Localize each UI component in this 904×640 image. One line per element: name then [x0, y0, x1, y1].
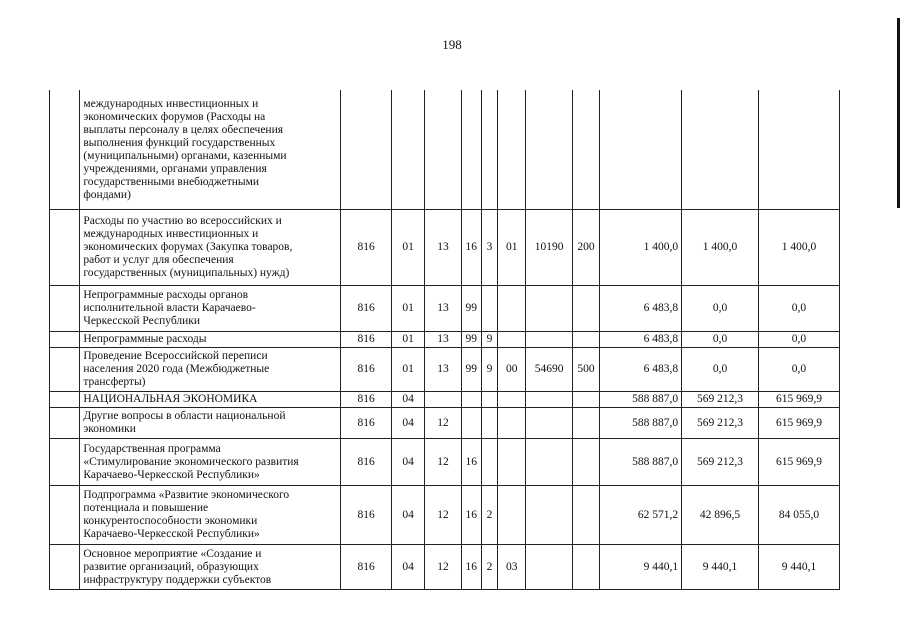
- amount-year2-cell: 1 400,0: [682, 210, 759, 286]
- amount-year1-cell: 9 440,1: [600, 545, 682, 590]
- expense-name-cell: Расходы по участию во всероссийских и международных инвестиционных и экономических форумах (Закупка товаров, работ и услуг для обеспечения государственных (муниципальных) нужд): [80, 210, 341, 286]
- ministry-code-cell: 816: [341, 348, 392, 392]
- program-code-cell: [461, 90, 481, 210]
- program-code-cell: 16: [461, 439, 481, 486]
- section-code-cell: [391, 90, 424, 210]
- subprogram-code-cell: 2: [481, 486, 497, 545]
- program-code-cell: 99: [461, 348, 481, 392]
- subsection-code-cell: 13: [425, 210, 461, 286]
- ministry-code-cell: 816: [341, 210, 392, 286]
- table-row: [50, 486, 840, 545]
- amount-year3-cell: 84 055,0: [758, 486, 839, 545]
- amount-year2-cell: 9 440,1: [682, 545, 759, 590]
- activity-code-cell: 03: [498, 545, 526, 590]
- section-code-cell: 04: [391, 408, 424, 439]
- expense-name-cell: Проведение Всероссийской переписи населения 2020 года (Межбюджетные трансферты): [80, 348, 341, 392]
- row-number-cell: [50, 486, 80, 545]
- program-code-cell: 16: [461, 210, 481, 286]
- expense-type-code-cell: [572, 286, 599, 332]
- program-code-cell: 16: [461, 486, 481, 545]
- amount-year3-cell: 0,0: [758, 332, 839, 348]
- budget-table: [49, 90, 840, 590]
- amount-year2-cell: [682, 90, 759, 210]
- direction-code-cell: [526, 392, 573, 408]
- subprogram-code-cell: [481, 439, 497, 486]
- amount-year1-cell: 588 887,0: [600, 439, 682, 486]
- activity-code-cell: [498, 439, 526, 486]
- expense-type-code-cell: [572, 439, 599, 486]
- program-code-cell: 16: [461, 545, 481, 590]
- direction-code-cell: [526, 545, 573, 590]
- ministry-code-cell: [341, 90, 392, 210]
- row-number-cell: [50, 439, 80, 486]
- amount-year1-cell: 1 400,0: [600, 210, 682, 286]
- amount-year1-cell: 588 887,0: [600, 408, 682, 439]
- ministry-code-cell: 816: [341, 332, 392, 348]
- amount-year2-cell: 42 896,5: [682, 486, 759, 545]
- direction-code-cell: 10190: [526, 210, 573, 286]
- subsection-code-cell: 13: [425, 286, 461, 332]
- ministry-code-cell: 816: [341, 486, 392, 545]
- amount-year3-cell: 0,0: [758, 286, 839, 332]
- table-row: [50, 210, 840, 286]
- subprogram-code-cell: 2: [481, 545, 497, 590]
- amount-year1-cell: [600, 90, 682, 210]
- expense-type-code-cell: [572, 545, 599, 590]
- section-code-cell: 04: [391, 545, 424, 590]
- expense-type-code-cell: [572, 408, 599, 439]
- section-code-cell: 04: [391, 439, 424, 486]
- subprogram-code-cell: [481, 90, 497, 210]
- ministry-code-cell: 816: [341, 545, 392, 590]
- amount-year1-cell: 6 483,8: [600, 348, 682, 392]
- expense-name-cell: Другие вопросы в области национальной экономики: [80, 408, 341, 439]
- section-code-cell: 01: [391, 348, 424, 392]
- expense-type-code-cell: 200: [572, 210, 599, 286]
- section-code-cell: 04: [391, 486, 424, 545]
- ministry-code-cell: 816: [341, 439, 392, 486]
- table-row: [50, 90, 840, 210]
- program-code-cell: 99: [461, 332, 481, 348]
- amount-year1-cell: 6 483,8: [600, 332, 682, 348]
- table-row: [50, 286, 840, 332]
- amount-year2-cell: 0,0: [682, 348, 759, 392]
- row-number-cell: [50, 392, 80, 408]
- direction-code-cell: [526, 90, 573, 210]
- amount-year3-cell: 9 440,1: [758, 545, 839, 590]
- activity-code-cell: [498, 286, 526, 332]
- program-code-cell: [461, 392, 481, 408]
- expense-name-cell: Непрограммные расходы органов исполнительной власти Карачаево- Черкесской Республики: [80, 286, 341, 332]
- activity-code-cell: [498, 332, 526, 348]
- direction-code-cell: [526, 332, 573, 348]
- subsection-code-cell: 12: [425, 486, 461, 545]
- amount-year2-cell: 569 212,3: [682, 408, 759, 439]
- direction-code-cell: [526, 286, 573, 332]
- subsection-code-cell: 13: [425, 348, 461, 392]
- row-number-cell: [50, 90, 80, 210]
- amount-year1-cell: 62 571,2: [600, 486, 682, 545]
- amount-year2-cell: 569 212,3: [682, 392, 759, 408]
- amount-year3-cell: 615 969,9: [758, 392, 839, 408]
- activity-code-cell: [498, 486, 526, 545]
- activity-code-cell: 01: [498, 210, 526, 286]
- expense-name-cell: международных инвестиционных и экономических форумов (Расходы на выплаты персоналу в целях обеспечения выполнения функций государственных (муниципальными) органами, казенными учреждениями, органами управления государственными внебюджетными фондами): [80, 90, 341, 210]
- subsection-code-cell: [425, 392, 461, 408]
- page-number: 198: [442, 37, 462, 52]
- section-code-cell: 01: [391, 210, 424, 286]
- subprogram-code-cell: 3: [481, 210, 497, 286]
- row-number-cell: [50, 348, 80, 392]
- subsection-code-cell: 12: [425, 408, 461, 439]
- section-code-cell: 01: [391, 332, 424, 348]
- expense-name-cell: НАЦИОНАЛЬНАЯ ЭКОНОМИКА: [80, 392, 341, 408]
- section-code-cell: 04: [391, 392, 424, 408]
- direction-code-cell: [526, 486, 573, 545]
- table-row: [50, 439, 840, 486]
- amount-year1-cell: 588 887,0: [600, 392, 682, 408]
- amount-year3-cell: 615 969,9: [758, 439, 839, 486]
- subprogram-code-cell: [481, 392, 497, 408]
- ministry-code-cell: 816: [341, 408, 392, 439]
- table-row: [50, 408, 840, 439]
- row-number-cell: [50, 545, 80, 590]
- expense-type-code-cell: 500: [572, 348, 599, 392]
- direction-code-cell: 54690: [526, 348, 573, 392]
- table-row: [50, 392, 840, 408]
- program-code-cell: 99: [461, 286, 481, 332]
- subsection-code-cell: [425, 90, 461, 210]
- expense-type-code-cell: [572, 332, 599, 348]
- amount-year3-cell: 1 400,0: [758, 210, 839, 286]
- expense-type-code-cell: [572, 90, 599, 210]
- table-row: [50, 348, 840, 392]
- expense-name-cell: Государственная программа «Стимулирование экономического развития Карачаево-Черкесской Республики»: [80, 439, 341, 486]
- amount-year1-cell: 6 483,8: [600, 286, 682, 332]
- row-number-cell: [50, 210, 80, 286]
- table-row: [50, 545, 840, 590]
- table-row: [50, 332, 840, 348]
- program-code-cell: [461, 408, 481, 439]
- section-code-cell: 01: [391, 286, 424, 332]
- amount-year2-cell: 0,0: [682, 286, 759, 332]
- scan-edge-line: [897, 18, 900, 208]
- row-number-cell: [50, 408, 80, 439]
- amount-year2-cell: 569 212,3: [682, 439, 759, 486]
- subsection-code-cell: 12: [425, 439, 461, 486]
- subprogram-code-cell: 9: [481, 332, 497, 348]
- activity-code-cell: [498, 90, 526, 210]
- row-number-cell: [50, 286, 80, 332]
- expense-type-code-cell: [572, 392, 599, 408]
- expense-name-cell: Основное мероприятие «Создание и развитие организаций, образующих инфраструктуру поддержки субъектов: [80, 545, 341, 590]
- expense-name-cell: Непрограммные расходы: [80, 332, 341, 348]
- activity-code-cell: [498, 392, 526, 408]
- row-number-cell: [50, 332, 80, 348]
- subsection-code-cell: 12: [425, 545, 461, 590]
- activity-code-cell: [498, 408, 526, 439]
- direction-code-cell: [526, 439, 573, 486]
- amount-year2-cell: 0,0: [682, 332, 759, 348]
- ministry-code-cell: 816: [341, 286, 392, 332]
- subprogram-code-cell: [481, 286, 497, 332]
- expense-name-cell: Подпрограмма «Развитие экономического потенциала и повышение конкурентоспособности экономики Карачаево-Черкесской Республики»: [80, 486, 341, 545]
- expense-type-code-cell: [572, 486, 599, 545]
- amount-year3-cell: 0,0: [758, 348, 839, 392]
- direction-code-cell: [526, 408, 573, 439]
- subprogram-code-cell: 9: [481, 348, 497, 392]
- subsection-code-cell: 13: [425, 332, 461, 348]
- amount-year3-cell: [758, 90, 839, 210]
- subprogram-code-cell: [481, 408, 497, 439]
- amount-year3-cell: 615 969,9: [758, 408, 839, 439]
- ministry-code-cell: 816: [341, 392, 392, 408]
- activity-code-cell: 00: [498, 348, 526, 392]
